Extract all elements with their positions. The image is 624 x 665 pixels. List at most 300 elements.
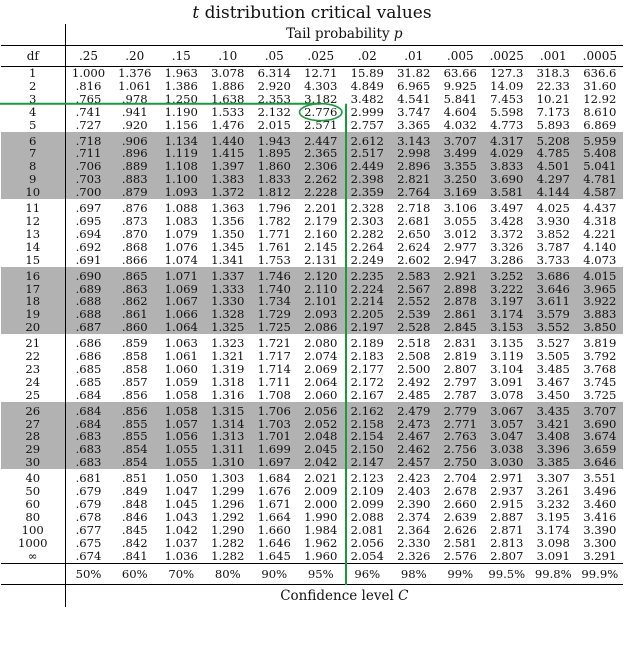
critical-value-cell: 1.984 <box>304 522 338 537</box>
critical-value-cell: 3.182 <box>304 91 338 106</box>
critical-value-cell: .863 <box>112 283 159 296</box>
critical-value-cell: .692 <box>75 239 102 254</box>
critical-value-cell: .765 <box>75 91 102 106</box>
df-cell: 1000 <box>1 537 65 550</box>
critical-value-cell: 3.012 <box>443 226 477 241</box>
critical-value-cell: 4.773 <box>490 117 524 132</box>
critical-value-cell: 2.045 <box>298 443 345 456</box>
critical-value-cell: .684 <box>65 418 112 431</box>
critical-value-cell: 1.860 <box>251 160 298 173</box>
critical-value-cell: .857 <box>121 374 148 389</box>
confidence-label-corner <box>1 584 65 607</box>
df-cell: ∞ <box>1 550 65 563</box>
critical-value-cell: 10.21 <box>536 91 570 106</box>
critical-value-cell: 2.528 <box>391 321 438 334</box>
critical-value-cell: 2.069 <box>304 361 338 376</box>
critical-value-cell: 2.921 <box>437 267 484 283</box>
df-cell: 2 <box>1 80 65 93</box>
critical-value-cell: 4.781 <box>577 173 624 186</box>
critical-value-cell: .854 <box>112 443 159 456</box>
critical-value-cell: 2.264 <box>350 239 384 254</box>
confidence-level-label <box>65 584 623 607</box>
critical-value-cell: 3.091 <box>490 374 524 389</box>
critical-value-cell: 2.581 <box>443 535 477 550</box>
critical-value-cell: 1.310 <box>205 456 252 469</box>
df-cell: 20 <box>1 321 65 334</box>
critical-value-cell: 1.330 <box>205 295 252 308</box>
critical-value-cell: 1.943 <box>251 132 298 148</box>
critical-value-cell: .841 <box>121 548 148 563</box>
table-title <box>0 2 624 24</box>
critical-value-cell: .816 <box>75 78 102 93</box>
critical-value-cell: 6.965 <box>397 78 431 93</box>
critical-value-cell: 2.365 <box>298 147 345 160</box>
table-row <box>1 186 623 199</box>
critical-value-cell: 2.492 <box>397 374 431 389</box>
critical-value-cell: .851 <box>121 471 148 486</box>
critical-value-cell: 2.583 <box>391 267 438 283</box>
critical-value-cell: .683 <box>65 443 112 456</box>
table-row <box>1 199 623 215</box>
critical-value-cell: 2.898 <box>437 283 484 296</box>
critical-value-cell: 2.189 <box>350 336 384 351</box>
critical-value-cell: 4.015 <box>577 267 624 283</box>
critical-value-cell: 2.328 <box>350 201 384 216</box>
critical-value-cell: 3.659 <box>577 443 624 456</box>
critical-value-cell: 1.316 <box>211 387 245 402</box>
critical-value-cell: 2.214 <box>344 295 391 308</box>
critical-value-cell: .889 <box>112 160 159 173</box>
critical-value-cell: .674 <box>75 548 102 563</box>
confidence-level-cell: 99% <box>437 563 484 584</box>
critical-value-cell: 2.479 <box>391 402 438 418</box>
critical-value-cell: 1.323 <box>211 336 245 351</box>
critical-value-cell: 2.093 <box>298 308 345 321</box>
critical-value-cell: 1.333 <box>205 283 252 296</box>
critical-value-cell: 1.638 <box>211 91 245 106</box>
critical-value-cell: .703 <box>65 173 112 186</box>
critical-value-cell: 1.383 <box>205 173 252 186</box>
critical-value-cell: 1.314 <box>205 418 252 431</box>
column-header-row <box>1 46 623 67</box>
critical-value-cell: 1.717 <box>257 349 291 364</box>
critical-value-cell: 2.224 <box>344 283 391 296</box>
confidence-corner-cell <box>1 563 65 584</box>
confidence-level-cell: 50% <box>65 563 112 584</box>
critical-value-cell: 4.318 <box>583 213 617 228</box>
confidence-level-text: Confidence level <box>280 587 399 604</box>
table-row <box>1 498 623 511</box>
table-row <box>1 132 623 148</box>
critical-value-cell: 4.604 <box>443 104 477 119</box>
critical-value-cell: .849 <box>121 484 148 499</box>
critical-value-cell: 2.183 <box>350 349 384 364</box>
table-row <box>1 93 623 106</box>
critical-value-cell: 636.6 <box>583 66 617 80</box>
critical-value-cell: 3.106 <box>443 201 477 216</box>
critical-value-cell: 3.690 <box>484 173 531 186</box>
critical-value-cell: 2.517 <box>344 147 391 160</box>
critical-value-cell: 2.660 <box>443 497 477 511</box>
critical-value-cell: 3.646 <box>530 283 577 296</box>
critical-value-cell: 2.612 <box>344 132 391 148</box>
critical-value-cell: 3.250 <box>437 173 484 186</box>
df-cell: 4 <box>1 106 65 119</box>
critical-value-cell: 2.099 <box>350 497 384 511</box>
critical-value-cell: 1.714 <box>257 361 291 376</box>
critical-value-cell: 1.363 <box>211 201 245 216</box>
critical-value-cell: 2.821 <box>391 173 438 186</box>
critical-value-cell: .685 <box>75 361 102 376</box>
critical-value-cell: 3.195 <box>536 509 570 524</box>
critical-value-cell: .860 <box>112 321 159 334</box>
critical-value-cell: 3.768 <box>583 361 617 376</box>
critical-value-cell: .873 <box>121 213 148 228</box>
confidence-level-cell: 99.9% <box>577 563 624 584</box>
df-cell: 7 <box>1 147 65 160</box>
critical-value-cell: 2.887 <box>490 509 524 524</box>
critical-value-cell: 3.030 <box>484 456 531 469</box>
critical-value-cell: 1.676 <box>257 484 291 499</box>
critical-value-cell: .688 <box>65 295 112 308</box>
critical-value-cell: 2.776 <box>304 104 338 119</box>
critical-value-cell: 1.753 <box>257 252 291 267</box>
critical-value-cell: 3.078 <box>490 387 524 402</box>
df-cell: 24 <box>1 376 65 389</box>
critical-value-cell: 1.055 <box>158 443 205 456</box>
df-cell: 60 <box>1 498 65 511</box>
critical-value-cell: .677 <box>75 522 102 537</box>
critical-value-cell: 3.833 <box>484 160 531 173</box>
critical-value-cell: 1.645 <box>257 548 291 563</box>
df-cell: 28 <box>1 430 65 443</box>
critical-value-cell: 2.508 <box>397 349 431 364</box>
tail-prob-header: .20 <box>112 46 159 67</box>
critical-value-cell: 3.365 <box>397 117 431 132</box>
critical-value-cell: 2.054 <box>350 548 384 563</box>
critical-value-cell: .876 <box>121 201 148 216</box>
critical-value-cell: 1.050 <box>164 471 198 486</box>
critical-value-cell: 1.962 <box>304 535 338 550</box>
critical-value-cell: 3.467 <box>536 374 570 389</box>
critical-value-cell: 3.078 <box>211 66 245 80</box>
critical-value-cell: 2.132 <box>257 104 291 119</box>
critical-value-cell: 1.664 <box>257 509 291 524</box>
critical-value-cell: 1.796 <box>257 201 291 216</box>
critical-value-cell: 3.169 <box>437 186 484 199</box>
critical-value-cell: 1.341 <box>211 252 245 267</box>
critical-value-cell: 2.831 <box>443 336 477 351</box>
critical-value-cell: 2.861 <box>437 308 484 321</box>
critical-value-cell: 1.721 <box>257 336 291 351</box>
df-cell: 23 <box>1 363 65 376</box>
critical-value-cell: 2.110 <box>298 283 345 296</box>
tail-prob-header: .10 <box>205 46 252 67</box>
critical-value-cell: 2.009 <box>304 484 338 499</box>
df-cell: 80 <box>1 511 65 524</box>
critical-value-cell: 3.505 <box>536 349 570 364</box>
critical-value-cell: 3.707 <box>437 132 484 148</box>
critical-value-cell: 318.3 <box>536 66 570 80</box>
critical-value-cell: 1.058 <box>164 387 198 402</box>
critical-value-cell: 63.66 <box>443 66 477 80</box>
critical-value-cell: 3.707 <box>577 402 624 418</box>
critical-value-cell: 2.999 <box>350 104 384 119</box>
critical-value-cell: 2.771 <box>437 418 484 431</box>
df-cell: 9 <box>1 173 65 186</box>
critical-value-cell: 1.313 <box>205 430 252 443</box>
critical-value-cell: 1.079 <box>164 226 198 241</box>
critical-value-cell: 2.567 <box>391 283 438 296</box>
critical-value-cell: 3.055 <box>443 213 477 228</box>
critical-value-cell: 1.059 <box>164 374 198 389</box>
critical-value-cell: 1.440 <box>205 132 252 148</box>
critical-value-cell: 1.963 <box>164 66 198 80</box>
critical-value-cell: 3.104 <box>490 361 524 376</box>
critical-value-cell: 3.527 <box>536 336 570 351</box>
critical-value-cell: 1.699 <box>251 443 298 456</box>
critical-value-cell: 1.045 <box>164 497 198 511</box>
tail-prob-header: .05 <box>251 46 298 67</box>
critical-value-cell: 1.190 <box>164 104 198 119</box>
critical-value-cell: .856 <box>112 402 159 418</box>
table-row <box>1 106 623 119</box>
critical-value-cell: 2.060 <box>304 387 338 402</box>
df-cell: 8 <box>1 160 65 173</box>
table-row <box>1 254 623 267</box>
tail-prob-header: .001 <box>530 46 577 67</box>
critical-value-cell: 3.819 <box>583 336 617 351</box>
header-corner-cell <box>1 24 65 46</box>
critical-value-cell: 2.807 <box>443 361 477 376</box>
critical-value-cell: 1.076 <box>164 239 198 254</box>
df-cell: 6 <box>1 132 65 148</box>
critical-value-cell: 127.3 <box>490 66 524 80</box>
confidence-level-cell: 96% <box>344 563 391 584</box>
critical-value-cell: 4.029 <box>484 147 531 160</box>
confidence-level-symbol: C <box>398 587 409 604</box>
critical-value-cell: 4.303 <box>304 78 338 93</box>
critical-value-cell: 2.398 <box>344 173 391 186</box>
critical-value-cell: 2.819 <box>443 349 477 364</box>
critical-value-cell: 2.235 <box>344 267 391 283</box>
critical-value-cell: 3.674 <box>577 430 624 443</box>
df-cell: 15 <box>1 254 65 267</box>
critical-value-cell: 1.386 <box>164 78 198 93</box>
critical-value-cell: 22.33 <box>536 78 570 93</box>
critical-value-cell: 1.701 <box>251 430 298 443</box>
critical-value-cell: .679 <box>75 484 102 499</box>
df-cell: 29 <box>1 443 65 456</box>
critical-value-cell: 2.807 <box>490 548 524 563</box>
df-cell: 21 <box>1 334 65 350</box>
critical-value-cell: 2.947 <box>443 252 477 267</box>
critical-value-cell: 2.064 <box>304 374 338 389</box>
critical-value-cell: 2.787 <box>443 387 477 402</box>
critical-value-cell: 1.646 <box>257 535 291 550</box>
df-cell: 5 <box>1 119 65 132</box>
critical-value-cell: 4.297 <box>530 173 577 186</box>
title-t-symbol: t <box>192 3 200 23</box>
critical-value-cell: 31.60 <box>583 78 617 93</box>
critical-value-cell: .727 <box>75 117 102 132</box>
critical-value-cell: 2.201 <box>304 201 338 216</box>
critical-value-cell: 3.396 <box>530 443 577 456</box>
confidence-level-cell: 90% <box>251 563 298 584</box>
df-cell: 10 <box>1 186 65 199</box>
critical-value-cell: 3.482 <box>350 91 384 106</box>
critical-value-cell: 2.262 <box>298 173 345 186</box>
df-cell: 40 <box>1 469 65 485</box>
critical-value-cell: 1.047 <box>164 484 198 499</box>
critical-value-cell: 3.307 <box>536 471 570 486</box>
critical-value-cell: 1.282 <box>211 548 245 563</box>
critical-value-cell: 1.061 <box>118 78 152 93</box>
critical-value-cell: 1.303 <box>211 471 245 486</box>
critical-value-cell: 3.135 <box>490 336 524 351</box>
confidence-level-cell: 60% <box>112 563 159 584</box>
tail-probability-label <box>65 24 623 46</box>
tail-prob-header: .005 <box>437 46 484 67</box>
critical-value-cell: 15.89 <box>350 66 384 80</box>
critical-value-cell: 2.779 <box>437 402 484 418</box>
critical-value-cell: .862 <box>112 295 159 308</box>
critical-value-cell: 2.205 <box>344 308 391 321</box>
critical-value-cell: 3.883 <box>577 308 624 321</box>
critical-value-cell: 2.756 <box>437 443 484 456</box>
critical-value-cell: 1.057 <box>158 418 205 431</box>
critical-value-cell: 2.109 <box>350 484 384 499</box>
critical-value-cell: 2.359 <box>344 186 391 199</box>
critical-value-cell: .694 <box>75 226 102 241</box>
critical-value-cell: .870 <box>121 226 148 241</box>
critical-value-cell: 3.385 <box>530 456 577 469</box>
critical-value-cell: 2.764 <box>391 186 438 199</box>
df-cell: 14 <box>1 241 65 254</box>
df-cell: 16 <box>1 267 65 283</box>
critical-value-cell: 1.833 <box>251 173 298 186</box>
critical-value-cell: 2.813 <box>490 535 524 550</box>
critical-value-cell: 2.048 <box>298 430 345 443</box>
critical-value-cell: 1.290 <box>211 522 245 537</box>
critical-value-cell: 2.021 <box>304 471 338 486</box>
critical-value-cell: 3.611 <box>530 295 577 308</box>
critical-value-cell: .861 <box>112 308 159 321</box>
critical-value-cell: 1.337 <box>205 267 252 283</box>
critical-value-cell: 2.145 <box>304 239 338 254</box>
table-row <box>1 511 623 524</box>
critical-value-cell: 8.610 <box>583 104 617 119</box>
critical-value-cell: 1.060 <box>164 361 198 376</box>
critical-value-cell: 1.311 <box>205 443 252 456</box>
critical-value-cell: .686 <box>75 349 102 364</box>
critical-value-cell: 1.058 <box>158 402 205 418</box>
critical-value-cell: 2.998 <box>391 147 438 160</box>
critical-value-cell: 2.160 <box>304 226 338 241</box>
critical-value-cell: 1.061 <box>164 349 198 364</box>
critical-value-cell: 3.174 <box>484 308 531 321</box>
critical-value-cell: 3.421 <box>530 418 577 431</box>
critical-value-cell: 3.581 <box>484 186 531 199</box>
critical-value-cell: 2.177 <box>350 361 384 376</box>
table-row <box>1 524 623 537</box>
critical-value-cell: 2.364 <box>397 522 431 537</box>
critical-value-cell: .859 <box>121 336 148 351</box>
tail-prob-header: .15 <box>158 46 205 67</box>
critical-value-cell: 1.397 <box>205 160 252 173</box>
df-cell: 19 <box>1 308 65 321</box>
critical-value-cell: 2.718 <box>397 201 431 216</box>
critical-value-cell: 2.539 <box>391 308 438 321</box>
critical-value-cell: 1.067 <box>158 295 205 308</box>
critical-value-cell: 5.041 <box>577 160 624 173</box>
critical-value-cell: 9.925 <box>443 78 477 93</box>
critical-value-cell: 3.852 <box>536 226 570 241</box>
critical-value-cell: 4.849 <box>350 78 384 93</box>
critical-value-cell: 1.119 <box>158 147 205 160</box>
critical-value-cell: 1.960 <box>304 548 338 563</box>
critical-value-cell: 1.108 <box>158 160 205 173</box>
critical-value-cell: .879 <box>112 186 159 199</box>
critical-value-cell: 5.408 <box>577 147 624 160</box>
critical-value-cell: .941 <box>121 104 148 119</box>
critical-value-cell: 2.457 <box>391 456 438 469</box>
table-row <box>1 334 623 350</box>
critical-value-cell: .855 <box>112 418 159 431</box>
tail-probability-symbol: p <box>393 26 403 42</box>
critical-value-cell: 2.576 <box>443 548 477 563</box>
df-cell: 50 <box>1 485 65 498</box>
df-cell: 26 <box>1 402 65 418</box>
critical-value-cell: 3.787 <box>536 239 570 254</box>
critical-value-cell: 1.886 <box>211 78 245 93</box>
critical-value-cell: 3.372 <box>490 226 524 241</box>
critical-value-cell: 4.221 <box>583 226 617 241</box>
critical-value-cell: 2.473 <box>391 418 438 431</box>
critical-value-cell: 3.416 <box>583 509 617 524</box>
critical-value-cell: 1.088 <box>164 201 198 216</box>
critical-value-cell: 2.282 <box>350 226 384 241</box>
critical-value-cell: 1.319 <box>211 361 245 376</box>
critical-value-cell: 2.878 <box>437 295 484 308</box>
tail-prob-header: .01 <box>391 46 438 67</box>
critical-value-cell: 1.533 <box>211 104 245 119</box>
critical-value-cell: 2.330 <box>397 535 431 550</box>
critical-value-cell: 2.123 <box>350 471 384 486</box>
critical-value-cell: .856 <box>121 387 148 402</box>
critical-value-cell: 3.143 <box>391 132 438 148</box>
critical-value-cell: .711 <box>65 147 112 160</box>
critical-value-cell: 1.706 <box>251 402 298 418</box>
critical-value-cell: 2.052 <box>298 418 345 431</box>
critical-value-cell: 2.423 <box>397 471 431 486</box>
critical-value-cell: 6.314 <box>257 66 291 80</box>
critical-value-cell: .678 <box>75 509 102 524</box>
critical-value-cell: 7.453 <box>490 91 524 106</box>
confidence-level-cell: 99.5% <box>484 563 531 584</box>
critical-value-cell: 1.703 <box>251 418 298 431</box>
critical-value-cell: 4.032 <box>443 117 477 132</box>
table-row <box>1 376 623 389</box>
table-row <box>1 228 623 241</box>
table-row <box>1 456 623 469</box>
critical-value-cell: 12.71 <box>304 66 338 80</box>
critical-value-cell: 1.299 <box>211 484 245 499</box>
table-row <box>1 241 623 254</box>
critical-value-cell: 2.915 <box>490 497 524 511</box>
critical-value-cell: 2.147 <box>344 456 391 469</box>
critical-value-cell: .700 <box>65 186 112 199</box>
